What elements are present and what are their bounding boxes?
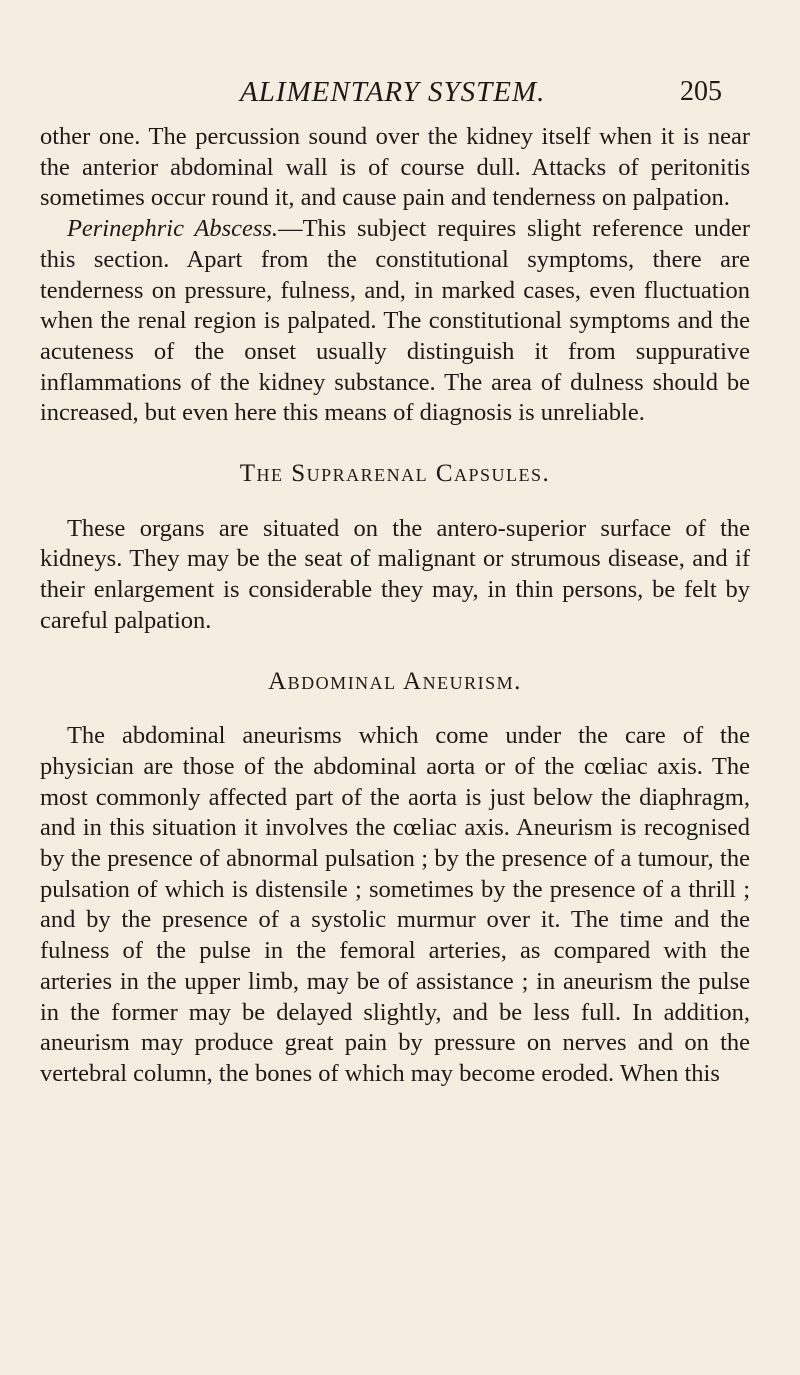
paragraph-kidney-continuation: other one. The percussion sound over the kidney itself when it is near the anterior abdominal wall is of course dull. Attacks of peritonitis sometimes occur round it, and cause pain and tenderness on palpation. <box>40 123 750 212</box>
paragraph-perinephric-abscess <box>40 214 750 429</box>
running-title: ALIMENTARY SYSTEM. <box>240 76 546 108</box>
paragraph-suprarenal: These organs are situated on the antero-superior surface of the kidneys. They may be the seat of malignant or strumous disease, and if their enlargement is considerable they may, in thin persons, be felt by careful palpation. <box>40 514 750 634</box>
body-text <box>40 122 750 1090</box>
running-head <box>0 76 800 116</box>
page-number: 205 <box>680 76 722 107</box>
paragraph-text: —This subject requires slight reference under this section. Apart from the constitutional symptoms, there are tenderness on pressure, fulness, and, in marked cases, even fluctuation when the renal region is palpated. The constitutional symptoms and the acuteness of the onset usually distinguish it from suppurative inflammations of the kidney substance. The area of dulness should be increased, but even here this means of diagnosis is unreliable. <box>40 215 750 427</box>
paragraph-aneurism: The abdominal aneurisms which come under the care of the physician are those of the abdominal aorta or of the cœliac axis. The most commonly affected part of the aorta is just below the diaphragm, and in this situation it involves the cœliac axis. Aneurism is recognised by the presence of abnormal pulsation ; by the presence of a tumour, the pulsation of which is distensile ; sometimes by the presence of a thrill ; and by the presence of a systolic murmur over it. The time and the fulness of the pulse in the femoral arteries, as compared with the arteries in the upper limb, may be of assistance ; in aneurism the pulse in the former may be delayed slightly, and be less full. In addition, aneurism may produce great pain by pressure on nerves and on the vertebral column, the bones of which may become eroded. When this <box>40 722 750 1087</box>
section-heading-aneurism: Abdominal Aneurism. <box>268 667 522 695</box>
run-in-heading: Perinephric Abscess. <box>66 215 279 243</box>
section-heading-suprarenal: The Suprarenal Capsules. <box>239 460 551 488</box>
